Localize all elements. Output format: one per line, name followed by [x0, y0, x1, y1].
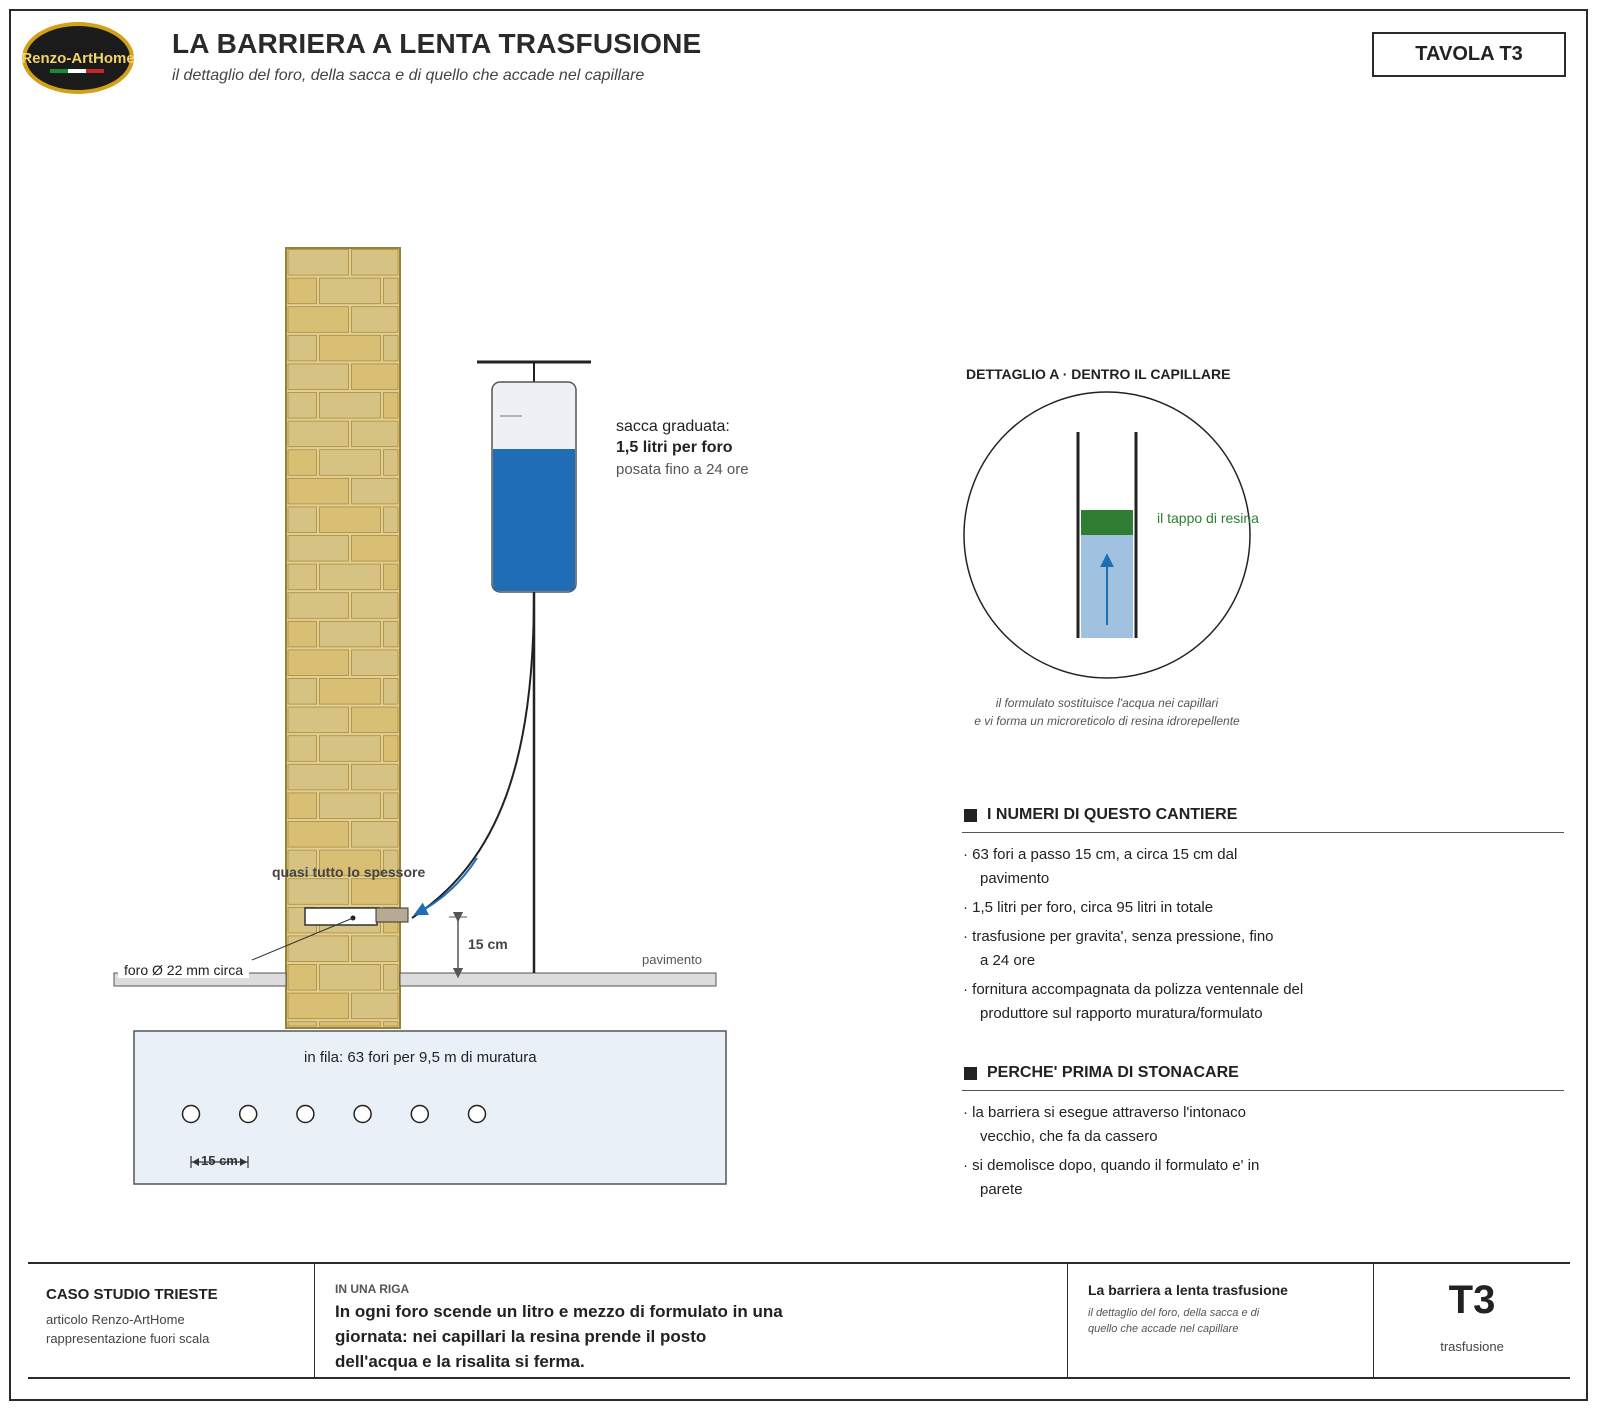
brick	[288, 936, 349, 962]
detail-title: DETTAGLIO A · DENTRO IL CAPILLARE	[966, 366, 1231, 382]
brick	[352, 250, 399, 276]
brick	[288, 593, 349, 619]
hole-marker	[240, 1106, 257, 1123]
why-list	[963, 1101, 1259, 1207]
list-item	[963, 1154, 1259, 1202]
hole-marker	[469, 1106, 486, 1123]
brick	[320, 621, 381, 647]
brick	[288, 564, 317, 590]
list-item-line: a 24 ore	[980, 952, 1036, 969]
brick	[352, 879, 399, 905]
brick	[288, 650, 349, 676]
floor-right	[400, 973, 716, 986]
brick	[384, 793, 399, 819]
brick	[384, 965, 399, 991]
brick	[384, 621, 399, 647]
hole-label: foro Ø 22 mm circa	[118, 962, 249, 978]
list-item-line: · si demolisce dopo, quando il formulato e' in	[963, 1157, 1260, 1174]
list-item-line: vecchio, che fa da cassero	[980, 1128, 1158, 1145]
brick	[288, 250, 349, 276]
sheet-badge: TAVOLA T3	[1372, 32, 1566, 77]
why-rule	[962, 1090, 1564, 1091]
numbers-rule	[962, 832, 1564, 833]
brick	[288, 822, 349, 848]
brick	[352, 478, 399, 504]
brick	[288, 335, 317, 361]
detail-caption-2: e vi forma un microreticolo di resina idrorepellente	[974, 714, 1240, 728]
brick	[288, 450, 317, 476]
brick	[352, 650, 399, 676]
list-item-line: · trasfusione per gravita', senza pressione, fino	[963, 928, 1274, 945]
brick	[320, 564, 381, 590]
svg-text:Renzo-ArtHome: Renzo-ArtHome	[21, 50, 135, 67]
numbers-heading: I NUMERI DI QUESTO CANTIERE	[964, 806, 1237, 824]
brick	[352, 421, 399, 447]
hole-marker	[183, 1106, 200, 1123]
thickness-label: quasi tutto lo spessore	[272, 864, 426, 880]
brick	[320, 736, 381, 762]
brick	[288, 679, 317, 705]
ref-title: La barriera a lenta trasfusione	[1088, 1282, 1288, 1298]
bullet-square-icon	[964, 1067, 977, 1080]
brick	[384, 278, 399, 304]
spacing-label: 15 cm	[201, 1153, 238, 1168]
brick	[288, 736, 317, 762]
height-label: 15 cm	[468, 936, 508, 952]
brick	[352, 593, 399, 619]
list-item	[963, 925, 1303, 973]
brick	[384, 335, 399, 361]
brick	[320, 278, 381, 304]
brick	[352, 536, 399, 562]
ref-sub-2: quello che accade nel capillare	[1088, 1323, 1239, 1335]
sheet-code: T3	[1448, 1278, 1496, 1322]
injector-nozzle	[376, 908, 408, 922]
case-line-1: articolo Renzo-ArtHome	[46, 1312, 185, 1327]
hole-marker	[297, 1106, 314, 1123]
oneline-label: IN UNA RIGA	[335, 1282, 410, 1296]
floor-label: pavimento	[642, 952, 702, 967]
row-label: in fila: 63 fori per 9,5 m di muratura	[304, 1049, 537, 1066]
brick	[384, 564, 399, 590]
bag-liquid	[493, 449, 575, 591]
list-item	[963, 978, 1303, 1026]
list-item	[963, 843, 1303, 891]
brick	[384, 450, 399, 476]
brick	[320, 965, 381, 991]
case-title: CASO STUDIO TRIESTE	[46, 1286, 218, 1303]
brick	[288, 478, 349, 504]
brick	[384, 393, 399, 419]
detail-caption-1: il formulato sostituisce l'acqua nei capillari	[995, 696, 1219, 710]
brick	[320, 507, 381, 533]
oneline-text-3: dell'acqua e la risalita si ferma.	[335, 1352, 585, 1371]
brick	[352, 993, 399, 1019]
oneline-text-1: In ogni foro scende un litro e mezzo di formulato in una	[335, 1302, 783, 1321]
brick	[384, 507, 399, 533]
sheet-code-sub: trasfusione	[1440, 1339, 1504, 1354]
footer-divider	[1067, 1264, 1068, 1377]
numbers-list	[963, 843, 1303, 1031]
page-subtitle: il dettaglio del foro, della sacca e di quello che accade nel capillare	[172, 67, 645, 84]
brick	[320, 450, 381, 476]
brick	[288, 536, 349, 562]
brick	[352, 764, 399, 790]
brick	[288, 507, 317, 533]
oneline-cell	[335, 1264, 1055, 1377]
brick	[288, 621, 317, 647]
case-line-2: rappresentazione fuori scala	[46, 1331, 210, 1346]
brick	[288, 707, 349, 733]
list-item-line: · fornitura accompagnata da polizza ventennale del	[963, 981, 1304, 998]
brick	[320, 679, 381, 705]
brick	[320, 1022, 381, 1026]
bag-label-line-2: 1,5 litri per foro	[616, 439, 733, 456]
bag-label-line-1: sacca graduata:	[616, 418, 730, 435]
brick	[352, 936, 399, 962]
brick	[288, 307, 349, 333]
list-item-line: · la barriera si esegue attraverso l'intonaco	[963, 1104, 1247, 1121]
brick	[288, 1022, 317, 1026]
code-cell	[1374, 1264, 1570, 1377]
resin-plug	[1081, 510, 1133, 535]
list-item-line: produttore sul rapporto muratura/formulato	[980, 1005, 1263, 1022]
hole-marker	[411, 1106, 428, 1123]
brick	[384, 679, 399, 705]
footer-divider	[314, 1264, 315, 1377]
list-item-line: · 63 fori a passo 15 cm, a circa 15 cm dal	[963, 846, 1238, 863]
brick	[320, 335, 381, 361]
brick	[320, 793, 381, 819]
title-block	[28, 1262, 1570, 1379]
bag-label-line-3: posata fino a 24 ore	[616, 461, 749, 478]
brick	[288, 993, 349, 1019]
brick	[384, 1022, 399, 1026]
oneline-text-2: giornata: nei capillari la resina prende il posto	[335, 1327, 707, 1346]
feed-tube	[412, 592, 534, 918]
brick	[288, 278, 317, 304]
brick	[352, 822, 399, 848]
list-item-line: · 1,5 litri per foro, circa 95 litri in totale	[963, 899, 1214, 916]
list-item	[963, 896, 1303, 920]
brick	[352, 707, 399, 733]
hole-marker	[354, 1106, 371, 1123]
brick	[288, 764, 349, 790]
brick	[352, 307, 399, 333]
brick	[288, 364, 349, 390]
list-item	[963, 1101, 1259, 1149]
brick	[288, 965, 317, 991]
brick	[288, 393, 317, 419]
bullet-square-icon	[964, 809, 977, 822]
brick	[288, 879, 349, 905]
brick	[320, 393, 381, 419]
case-cell	[46, 1264, 316, 1377]
brick	[384, 736, 399, 762]
resin-label: il tappo di resina	[1157, 510, 1259, 526]
brick	[288, 421, 349, 447]
reference-cell	[1088, 1264, 1368, 1377]
brick	[352, 364, 399, 390]
list-item-line: parete	[980, 1181, 1023, 1198]
list-item-line: pavimento	[980, 870, 1050, 887]
ref-sub-1: il dettaglio del foro, della sacca e di	[1088, 1307, 1260, 1319]
brick	[288, 793, 317, 819]
page-title: LA BARRIERA A LENTA TRASFUSIONE	[172, 28, 702, 59]
why-heading: PERCHE' PRIMA DI STONACARE	[964, 1064, 1239, 1082]
